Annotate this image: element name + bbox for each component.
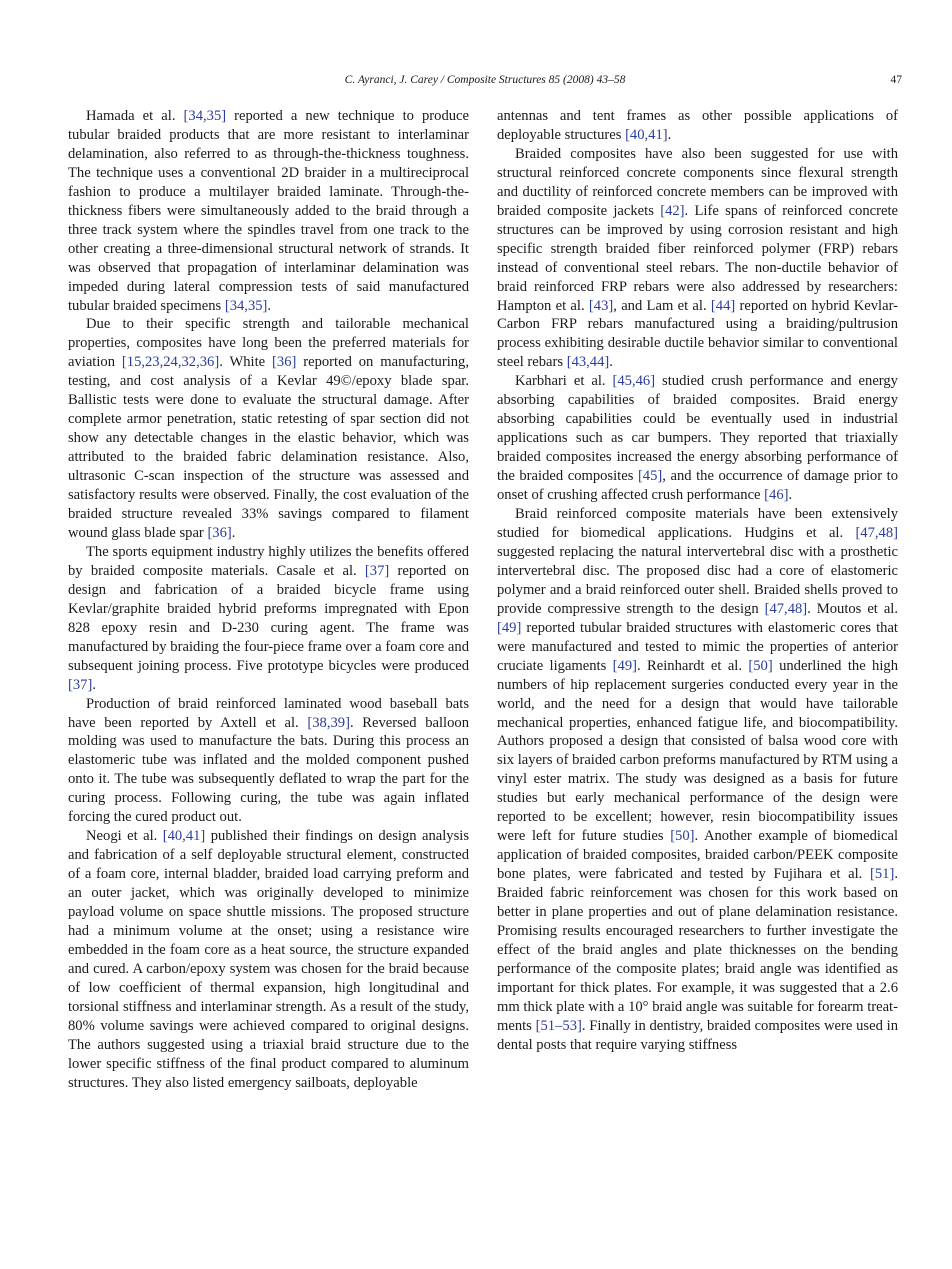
body-text: . [667,126,672,143]
citation-link[interactable]: [37] [68,676,93,693]
body-text: . Reversed balloon molding was used to manufacture the bats. During this process an elastomeric tube was inflated and the molded component pushed onto it. The tube was subsequently deflated to wrap the part for the curing process. Following curing, the tube was again inflated forcing the cured product out. [68,714,469,826]
page-header [68,74,902,92]
citation-link[interactable]: [46] [764,487,789,504]
citation-link[interactable]: [42] [660,202,685,219]
body-text: Neogi et al. [86,828,163,845]
citation-link[interactable]: [36] [272,354,297,371]
body-text: . [267,297,272,314]
body-text: Braid reinforced composite materials have been extensively studied for biomedical applications. Hudgins et al. [497,506,898,541]
body-text: studied crush performance and energy absorbing capabilities of braided composites. Braid energy absorbing capabilities could be eventually used in industrial applications such as car bumpers. They reported that triaxially braided composites increased the energy absorbing performance of the braided composites [497,373,898,485]
body-text: Braided composites have also been suggested for use with structural reinforced concrete components since flexural strength and ductility of reinforced concrete members can be improved with braided composite jackets [497,145,898,219]
body-text: . Another example of biomedical application of braided composites, braided carbon/PEEK composite bone plates, were fabricated and tested by Fujihara et al. [497,828,898,883]
page-number: 47 [890,74,902,86]
citation-link[interactable]: [34,35] [224,297,268,314]
citation-link[interactable]: [43] [588,297,614,314]
body-text: published their findings on design analysis and fabrication of a self deployable structural element, constructed of a foam core, internal bladder, braided load carrying preform and an outer jacket, which was originally developed to minimize payload volume on space shuttle missions. The proposed structure had a minimum volume at the onset; using a resistance wire embedded in the foam core as a heat source, the structure expanded and cured. A carbon/epoxy system was chosen for the braid because of low coefficient of thermal expansion, high longitudinal and torsional stiffness and interlaminar strength. As a result of the study, 80% volume savings were achieved compared to original designs. The authors suggested using a triaxial braid structure due to the lower specific stiffness of the final product compared to aluminum structures. They also listed emergency sailboats, deployable [68,828,469,1091]
body-text: . Reinhardt et al. [636,657,749,674]
body-text: Due to their specific strength and tailorable mechanical properties, composites have long been the preferred materials for aviation [68,316,469,371]
body-text: . [92,676,96,693]
body-text: . Braided fabric reinforcement was chosen for this work based on better in plane properties and out of plane delamination resistance. Promising results encouraged researchers to further investigate the effect of the braid angles and plate thicknesses on the bending performance of the composite plates; braid angle was identified as important for thick plates. For example, it was suggested that a 2.6 mm thick plate with a 10° braid angle was suitable for forearm treatments [497,866,898,1034]
body-text: . Moutos et al. [807,600,898,617]
citation-link[interactable]: [50] [748,657,773,674]
body-text: reported on hybrid Kevlar-Carbon FRP rebars manufactured using a braiding/pultrusion process exhibiting desirable ductile behavior similar to conventional steel rebars [497,297,898,371]
body-text: . [788,487,793,504]
paragraph [497,107,898,145]
citation-link[interactable]: [40,41] [162,828,206,845]
citation-link[interactable]: [15,23,24,32,36] [121,354,220,371]
body-text: , and the occurrence of damage prior to onset of crushing affected crush performance [497,468,898,504]
citation-link[interactable]: [51] [870,866,895,883]
paragraph [497,145,898,372]
right-column [497,107,898,1055]
citation-link[interactable]: [45] [637,468,663,485]
body-text: Karbhari et al. [515,373,613,390]
body-text: reported on manufacturing, testing, and cost analysis of a Kevlar 49©/epoxy blade spar. Ballistic tests were done to evaluate the structural damage. After complete armor penetration, static retesting of spar section did not show any detectable changes in the elastic behavior, which was attributed to the braided fabric delamination resistance. Also, ultrasonic C-scan inspection of the structure was assessed and satisfactory results were observed. Finally, the cost evaluation of the braided structure revealed 33% savings compared to filament wound glass blade spar [68,354,469,541]
body-text: The sports equipment industry highly utilizes the benefits offered by braided composite materials. Casale et al. [68,543,469,579]
body-text: underlined the high numbers of hip replacement surgeries conducted every year in the world, and the need for a design that would have tailorable mechanical properties, enhanced fatigue life, and biocompatibility. Authors proposed a design that consisted of balsa wood core with six layers of braided carbon preforms manufactured by RTM using a vinyl ester matrix. The study was designed as a basis for future studies but early mechanical performance of the design were reported to be excellent; however, resin biocompatibility issues were left for future studies [497,657,898,845]
citation-link[interactable]: [50] [670,828,695,845]
citation-link[interactable]: [49] [612,657,637,674]
body-text: . Finally in dentistry, braided composites were used in dental posts that require varying stiffness [497,1017,898,1053]
body-text: . White [219,354,273,371]
body-text: , and Lam et al. [613,297,711,314]
citation-link[interactable]: [49] [497,619,522,636]
body-text: reported tubular braided structures with elastomeric cores that were manufactured and tested to mimic the properties of anterior cruciate ligaments [497,619,898,674]
body-text: antennas and tent frames as other possible applications of deployable structures [497,108,898,143]
paragraph [68,107,469,315]
citation-link[interactable]: [51–53] [535,1017,582,1034]
paragraph [68,543,469,695]
paragraph [68,827,469,1092]
paragraph [68,315,469,542]
citation-link[interactable]: [44] [710,297,736,314]
body-text: . Life spans of reinforced concrete structures can be improved by using corrosion resistant and high specific strength braided fiber reinforced polymer (FRP) rebars instead of conventional steel rebars. The non-ductile behavior of braid reinforced FRP rebars were also addressed by researchers: Hampton et al. [497,202,898,314]
body-text: Production of braid reinforced laminated wood baseball bats have been reported by Axtell et al. [68,695,469,731]
citation-link[interactable]: [47,48] [855,524,898,541]
paragraph [497,505,898,1055]
paragraph [68,695,469,828]
paragraph [497,372,898,505]
citation-link[interactable]: [38,39] [307,714,350,731]
citation-link[interactable]: [34,35] [183,108,227,124]
citation-link[interactable]: [47,48] [764,600,808,617]
body-text: . [231,524,236,541]
running-title: C. Ayranci, J. Carey / Composite Structures 85 (2008) 43–58 [344,74,626,86]
citation-link[interactable]: [37] [364,562,390,579]
citation-link[interactable]: [43,44] [566,354,610,371]
left-column [68,107,469,1093]
body-text: reported on design and fabrication of a braided bicycle frame using Kevlar/graphite braided hybrid preforms impregnated with Epon 828 epoxy resin and D-230 curing agent. The frame was manufactured by braiding the four-piece frame over a foam core and subsequent joining process. Five prototype bicycles were produced [68,562,469,674]
citation-link[interactable]: [45,46] [612,373,656,390]
citation-link[interactable]: [36] [207,524,232,541]
body-text: reported a new technique to produce tubular braided products that are more resistant to interlaminar delamination, also referred to as through-the-thickness toughness. The technique uses a conventional 2D braider in a multireciprocal fashion to produce a multilayer braided laminate. Through-the-thickness fibers were simultaneously added to the braid through a three track system where the spindles travel from one track to the other creating a three-dimensional structural network of strands. It was observed that propagation of interlaminar delamination was impeded during lateral compression tests of said manufactured tubular braided specimens [68,108,470,314]
body-text: suggested replacing the natural intervertebral disc with a prosthetic intervertebral disc. The proposed disc had a core of elastomeric polymer and a braid reinforced outer shell. Braided shells proved to provide compressive strength to the design [497,543,898,617]
citation-link[interactable]: [40,41] [625,126,668,143]
body-text: Hamada et al. [86,108,184,124]
body-text: . [609,354,613,371]
